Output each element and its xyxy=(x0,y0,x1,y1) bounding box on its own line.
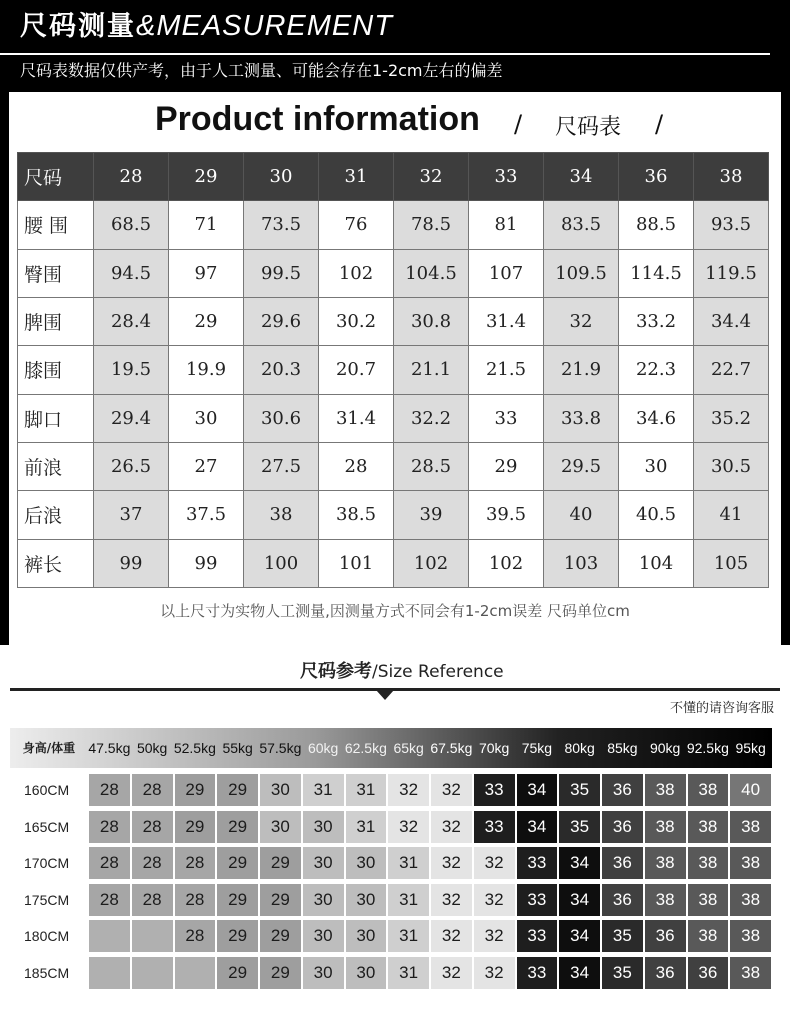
section-title xyxy=(20,6,393,46)
table-cell: 102 xyxy=(469,539,544,587)
weight-header-cell: 90kg xyxy=(649,740,681,756)
table-cell: 22.7 xyxy=(694,346,769,394)
weight-header-cell: 52.5kg xyxy=(173,740,216,756)
size-cell: 29 xyxy=(260,957,301,989)
size-cell: 29 xyxy=(217,811,258,843)
size-reference-title-en: /Size Reference xyxy=(372,662,504,682)
table-cell: 20.3 xyxy=(244,346,319,394)
weight-header-cell: 70kg xyxy=(478,740,510,756)
table-cell: 26.5 xyxy=(94,442,169,490)
size-cell: 35 xyxy=(602,957,643,989)
size-cell: 38 xyxy=(688,920,729,952)
table-cell: 28 xyxy=(319,442,394,490)
size-cell: 28 xyxy=(132,884,173,916)
size-cell: 32 xyxy=(474,847,515,879)
measurement-footnote: 以上尺寸为实物人工测量,因测量方式不同会有1-2cm误差 尺码单位cm xyxy=(160,602,630,620)
table-cell: 39 xyxy=(394,491,469,539)
size-cell: 29 xyxy=(217,847,258,879)
size-header-cell: 32 xyxy=(394,153,469,201)
size-cell: 32 xyxy=(431,847,472,879)
table-cell: 29 xyxy=(469,442,544,490)
height-label: 170CM xyxy=(10,846,88,880)
title-slash: / xyxy=(655,110,664,138)
table-cell: 19.5 xyxy=(94,346,169,394)
size-cell: 28 xyxy=(89,847,130,879)
size-header-cell: 30 xyxy=(244,153,319,201)
table-cell: 33 xyxy=(469,394,544,442)
size-cell: 36 xyxy=(602,884,643,916)
table-cell: 88.5 xyxy=(619,201,694,249)
size-header-cell: 28 xyxy=(94,153,169,201)
size-cell xyxy=(132,920,173,952)
weight-header-cell: 85kg xyxy=(607,740,638,756)
size-cell: 32 xyxy=(431,920,472,952)
size-cell: 38 xyxy=(688,884,729,916)
size-cell: 38 xyxy=(730,920,771,952)
size-cell: 34 xyxy=(517,811,558,843)
row-label: 脾围 xyxy=(18,297,94,345)
table-row xyxy=(18,346,769,394)
size-cell: 29 xyxy=(217,920,258,952)
table-cell: 101 xyxy=(319,539,394,587)
section-divider xyxy=(10,688,780,691)
size-cell: 34 xyxy=(559,920,600,952)
table-cell: 29 xyxy=(169,297,244,345)
table-cell: 27.5 xyxy=(244,442,319,490)
weight-header-cell: 92.5kg xyxy=(686,740,729,756)
table-cell: 34.6 xyxy=(619,394,694,442)
size-cell xyxy=(132,957,173,989)
size-cell: 32 xyxy=(474,957,515,989)
size-cell xyxy=(175,957,216,989)
weight-header-cell: 95kg xyxy=(735,740,766,756)
size-chart-title: 尺码表 xyxy=(555,115,622,140)
row-label: 裤长 xyxy=(18,539,94,587)
size-header-cell: 33 xyxy=(469,153,544,201)
size-cell: 40 xyxy=(730,774,771,806)
size-cell: 38 xyxy=(730,811,771,843)
size-cell: 30 xyxy=(346,847,387,879)
table-row xyxy=(18,394,769,442)
table-cell: 97 xyxy=(169,249,244,297)
table-cell: 21.9 xyxy=(544,346,619,394)
table-cell: 109.5 xyxy=(544,249,619,297)
table-cell: 28.4 xyxy=(94,297,169,345)
size-cell: 30 xyxy=(260,811,301,843)
row-label: 腰 围 xyxy=(18,201,94,249)
weight-header-cell: 67.5kg xyxy=(430,740,473,756)
table-cell: 40 xyxy=(544,491,619,539)
table-cell: 99 xyxy=(169,539,244,587)
size-cell: 38 xyxy=(730,957,771,989)
size-cell: 32 xyxy=(431,811,472,843)
size-cell: 32 xyxy=(388,811,429,843)
table-cell: 102 xyxy=(394,539,469,587)
table-cell: 20.7 xyxy=(319,346,394,394)
size-cell: 28 xyxy=(175,847,216,879)
size-header-cell: 31 xyxy=(319,153,394,201)
size-cell: 28 xyxy=(132,811,173,843)
table-cell: 99 xyxy=(94,539,169,587)
weight-header-cell: 47.5kg xyxy=(88,740,131,756)
table-row xyxy=(18,249,769,297)
table-cell: 93.5 xyxy=(694,201,769,249)
size-cell: 28 xyxy=(89,774,130,806)
size-cell: 38 xyxy=(730,847,771,879)
table-cell: 100 xyxy=(244,539,319,587)
table-cell: 73.5 xyxy=(244,201,319,249)
size-cell: 34 xyxy=(559,884,600,916)
table-cell: 99.5 xyxy=(244,249,319,297)
table-cell: 103 xyxy=(544,539,619,587)
size-cell: 30 xyxy=(303,957,344,989)
size-cell: 30 xyxy=(260,774,301,806)
size-cell: 33 xyxy=(517,920,558,952)
height-row xyxy=(10,846,772,880)
page-header xyxy=(0,0,790,92)
title-en: &MEASUREMENT xyxy=(136,10,393,42)
size-cell: 32 xyxy=(474,920,515,952)
table-cell: 32 xyxy=(544,297,619,345)
size-cell: 29 xyxy=(217,957,258,989)
table-cell: 19.9 xyxy=(169,346,244,394)
size-cell: 30 xyxy=(346,884,387,916)
size-cell: 38 xyxy=(645,774,686,806)
header-note: 尺码表数据仅供产考，由于人工测量、可能会存在1-2cm左右的偏差 xyxy=(20,61,503,80)
height-label: 185CM xyxy=(10,956,88,990)
title-slash: / xyxy=(514,110,523,138)
size-cell: 36 xyxy=(645,957,686,989)
size-cell: 33 xyxy=(517,957,558,989)
size-cell: 31 xyxy=(388,884,429,916)
size-cell: 38 xyxy=(688,774,729,806)
table-header-row xyxy=(18,153,769,201)
table-row xyxy=(18,442,769,490)
table-cell: 30.6 xyxy=(244,394,319,442)
size-cell: 36 xyxy=(645,920,686,952)
size-cell: 31 xyxy=(388,847,429,879)
size-cell: 38 xyxy=(645,884,686,916)
height-weight-label: 身高/体重 xyxy=(22,741,76,755)
table-cell: 33.8 xyxy=(544,394,619,442)
size-reference-title xyxy=(300,657,504,683)
table-cell: 28.5 xyxy=(394,442,469,490)
size-cell: 30 xyxy=(303,920,344,952)
product-info-title: Product information xyxy=(155,100,480,138)
weight-header-cell: 65kg xyxy=(393,740,424,756)
consult-note: 不懂的请咨询客服 xyxy=(669,701,774,716)
size-cell: 31 xyxy=(388,920,429,952)
size-cell: 35 xyxy=(559,774,600,806)
size-cell: 30 xyxy=(303,847,344,879)
size-cell: 29 xyxy=(260,847,301,879)
title-cn: 尺码测量 xyxy=(20,11,136,42)
table-row xyxy=(18,539,769,587)
row-label: 后浪 xyxy=(18,491,94,539)
table-cell: 104 xyxy=(619,539,694,587)
table-cell: 29.5 xyxy=(544,442,619,490)
table-cell: 21.5 xyxy=(469,346,544,394)
size-cell: 33 xyxy=(474,774,515,806)
size-cell: 32 xyxy=(431,774,472,806)
table-cell: 29.4 xyxy=(94,394,169,442)
table-cell: 22.3 xyxy=(619,346,694,394)
down-arrow-icon xyxy=(376,690,394,700)
table-cell: 94.5 xyxy=(94,249,169,297)
row-label: 前浪 xyxy=(18,442,94,490)
table-cell: 30.5 xyxy=(694,442,769,490)
size-cell: 32 xyxy=(431,884,472,916)
weight-header-cell: 60kg xyxy=(307,740,339,756)
table-cell: 71 xyxy=(169,201,244,249)
weight-header-cell: 55kg xyxy=(222,740,253,756)
size-cell: 38 xyxy=(730,884,771,916)
table-cell: 104.5 xyxy=(394,249,469,297)
table-cell: 31.4 xyxy=(469,297,544,345)
size-cell: 36 xyxy=(602,847,643,879)
size-header-cell: 36 xyxy=(619,153,694,201)
size-cell: 33 xyxy=(474,811,515,843)
size-cell: 36 xyxy=(602,774,643,806)
table-row xyxy=(18,201,769,249)
header-divider xyxy=(0,53,770,55)
table-cell: 32.2 xyxy=(394,394,469,442)
size-cell: 34 xyxy=(559,847,600,879)
size-cell: 30 xyxy=(303,884,344,916)
header-size-label: 尺码 xyxy=(18,153,94,201)
size-cell: 29 xyxy=(175,774,216,806)
table-cell: 38 xyxy=(244,491,319,539)
table-cell: 39.5 xyxy=(469,491,544,539)
weight-header-cell: 80kg xyxy=(564,740,595,756)
size-reference-section xyxy=(0,645,790,1027)
table-cell: 68.5 xyxy=(94,201,169,249)
table-cell: 38.5 xyxy=(319,491,394,539)
size-cell: 29 xyxy=(217,884,258,916)
height-label: 165CM xyxy=(10,810,88,844)
size-cell xyxy=(89,920,130,952)
size-cell xyxy=(89,957,130,989)
size-cell: 28 xyxy=(132,774,173,806)
size-cell: 30 xyxy=(346,920,387,952)
size-cell: 31 xyxy=(303,774,344,806)
table-cell: 83.5 xyxy=(544,201,619,249)
weight-header-cell: 57.5kg xyxy=(259,740,302,756)
height-row xyxy=(10,773,772,807)
size-cell: 30 xyxy=(346,957,387,989)
table-cell: 30 xyxy=(169,394,244,442)
size-cell: 32 xyxy=(474,884,515,916)
size-cell: 28 xyxy=(132,847,173,879)
size-cell: 31 xyxy=(346,811,387,843)
row-label: 臀围 xyxy=(18,249,94,297)
table-cell: 81 xyxy=(469,201,544,249)
table-cell: 29.6 xyxy=(244,297,319,345)
measurement-table xyxy=(17,152,769,588)
table-row xyxy=(18,297,769,345)
table-cell: 30 xyxy=(619,442,694,490)
size-cell: 28 xyxy=(89,884,130,916)
height-row xyxy=(10,883,772,917)
table-cell: 37 xyxy=(94,491,169,539)
table-cell: 40.5 xyxy=(619,491,694,539)
table-cell: 41 xyxy=(694,491,769,539)
size-cell: 28 xyxy=(175,920,216,952)
size-header-cell: 38 xyxy=(694,153,769,201)
size-cell: 31 xyxy=(388,957,429,989)
height-row xyxy=(10,919,772,953)
size-cell: 36 xyxy=(602,811,643,843)
size-cell: 38 xyxy=(645,811,686,843)
size-header-cell: 34 xyxy=(544,153,619,201)
height-row xyxy=(10,810,772,844)
weight-header-cell: 75kg xyxy=(521,740,553,756)
table-cell: 30.8 xyxy=(394,297,469,345)
size-cell: 35 xyxy=(602,920,643,952)
weight-header-cell: 62.5kg xyxy=(344,740,387,756)
row-label: 脚口 xyxy=(18,394,94,442)
height-label: 160CM xyxy=(10,773,88,807)
table-cell: 31.4 xyxy=(319,394,394,442)
table-cell: 107 xyxy=(469,249,544,297)
height-label: 175CM xyxy=(10,883,88,917)
table-cell: 105 xyxy=(694,539,769,587)
size-header-cell: 29 xyxy=(169,153,244,201)
table-cell: 78.5 xyxy=(394,201,469,249)
height-row xyxy=(10,956,772,990)
table-cell: 114.5 xyxy=(619,249,694,297)
table-cell: 30.2 xyxy=(319,297,394,345)
table-cell: 27 xyxy=(169,442,244,490)
size-reference-title-cn: 尺码参考 xyxy=(300,661,372,682)
size-cell: 36 xyxy=(688,957,729,989)
size-cell: 29 xyxy=(260,920,301,952)
size-cell: 35 xyxy=(559,811,600,843)
size-cell: 38 xyxy=(645,847,686,879)
size-cell: 34 xyxy=(559,957,600,989)
weight-header-cell: 50kg xyxy=(136,740,168,756)
size-cell: 30 xyxy=(303,811,344,843)
size-cell: 32 xyxy=(388,774,429,806)
size-cell: 38 xyxy=(688,811,729,843)
weight-header-row xyxy=(10,728,772,768)
size-cell: 33 xyxy=(517,884,558,916)
size-cell: 32 xyxy=(431,957,472,989)
size-cell: 34 xyxy=(517,774,558,806)
size-cell: 29 xyxy=(217,774,258,806)
table-cell: 21.1 xyxy=(394,346,469,394)
size-cell: 28 xyxy=(89,811,130,843)
size-cell: 29 xyxy=(175,811,216,843)
height-label: 180CM xyxy=(10,919,88,953)
table-row xyxy=(18,491,769,539)
table-cell: 37.5 xyxy=(169,491,244,539)
table-cell: 119.5 xyxy=(694,249,769,297)
table-cell: 102 xyxy=(319,249,394,297)
table-cell: 34.4 xyxy=(694,297,769,345)
table-cell: 35.2 xyxy=(694,394,769,442)
table-cell: 76 xyxy=(319,201,394,249)
size-cell: 28 xyxy=(175,884,216,916)
size-cell: 33 xyxy=(517,847,558,879)
size-cell: 29 xyxy=(260,884,301,916)
size-cell: 31 xyxy=(346,774,387,806)
table-cell: 33.2 xyxy=(619,297,694,345)
row-label: 膝围 xyxy=(18,346,94,394)
size-cell: 38 xyxy=(688,847,729,879)
